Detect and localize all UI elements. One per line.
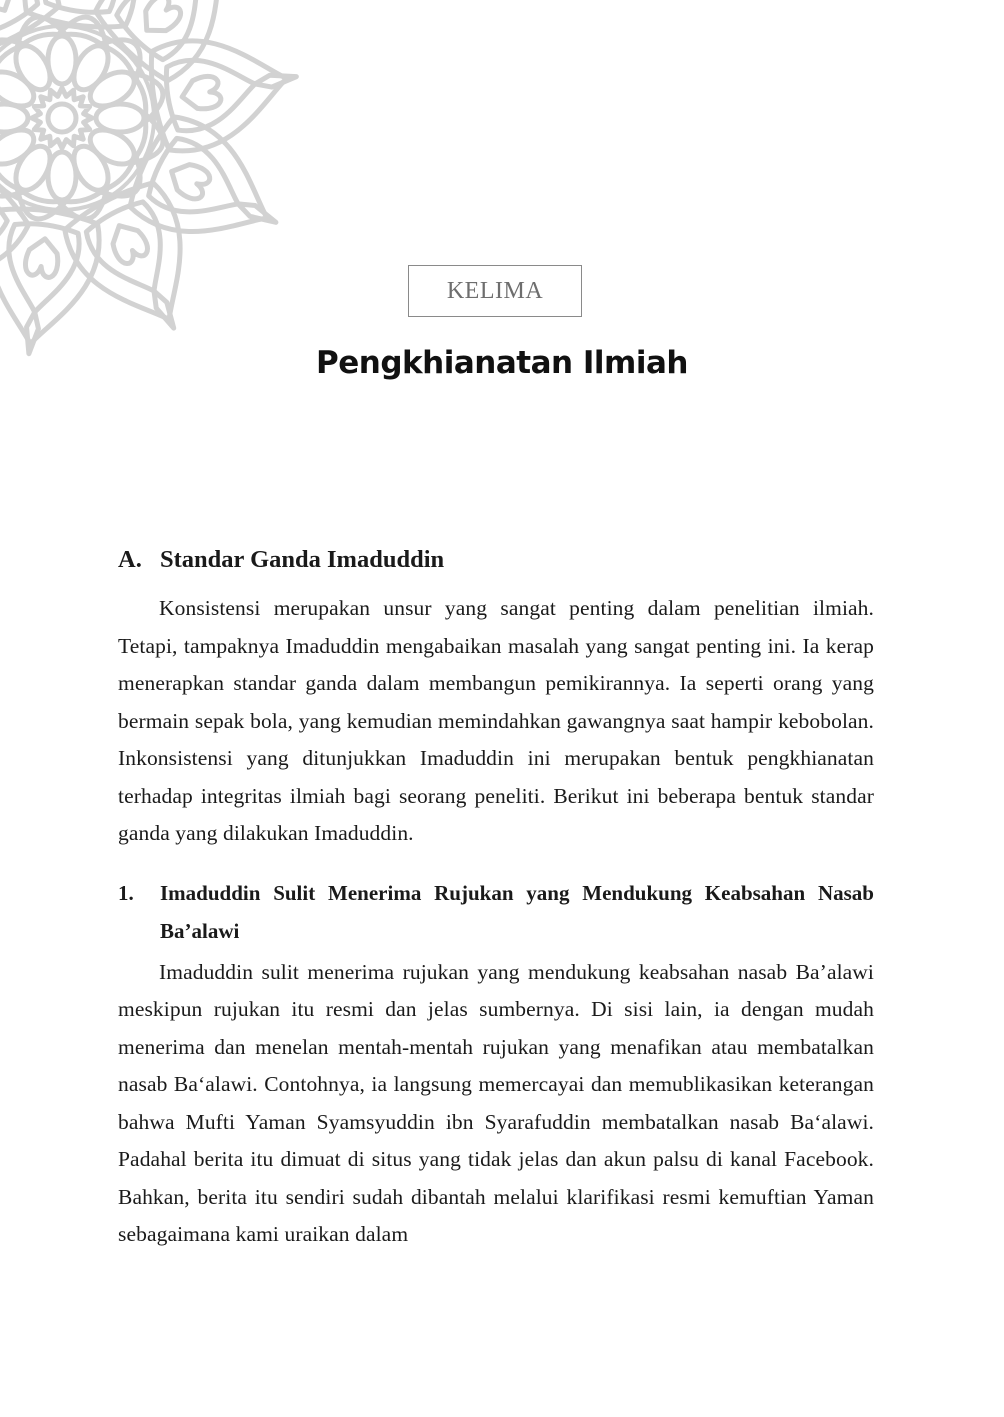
chapter-label-box (408, 265, 582, 317)
subsection-paragraph: Imaduddin sulit menerima rujukan yang mendukung keabsahan nasab Ba’alawi meskipun rujukan itu resmi dan jelas sumbernya. Di sisi lain, ia dengan mudah menerima dan menelan mentah-mentah rujukan yang menafikan atau membatalkan nasab Ba‘alawi. Contohnya, ia langsung memercayai dan memublikasikan keterangan bahwa Mufti Yaman Syamsyuddin ibn Syarafuddin membatalkan nasab Ba‘alawi. Padahal berita itu dimuat di situs yang tidak jelas dan akun palsu di kanal Facebook. Bahkan, berita itu sendiri sudah dibantah melalui klarifikasi resmi kemuftian Yaman sebagaimana kami uraikan dalam (118, 959, 874, 1246)
section-heading (118, 540, 874, 580)
section-paragraph: Konsistensi merupakan unsur yang sangat penting dalam penelitian ilmiah. Tetapi, tampaknya Imaduddin mengabaikan masalah yang sangat penting ini. Ia kerap menerapkan standar ganda dalam membangun pemikirannya. Ia seperti orang yang bermain sepak bola, yang kemudian memindahkan gawangnya saat hampir kebobolan. Inkonsistensi yang ditunjukkan Imaduddin ini merupakan bentuk pengkhianatan terhadap integritas ilmiah bagi seorang peneliti. Berikut ini beberapa bentuk standar ganda yang dilakukan Imaduddin. (118, 596, 874, 845)
subsection-number: 1. (118, 880, 134, 905)
subsection-title: Imaduddin Sulit Menerima Rujukan yang Mendukung Keabsahan Nasab Ba’alawi (160, 880, 874, 943)
mandala-ornament-icon (0, 0, 310, 360)
subsection-heading (118, 874, 874, 950)
chapter-title: Pengkhianatan Ilmiah (316, 345, 688, 381)
section-marker: A. (118, 546, 142, 573)
section-title: Standar Ganda Imaduddin (160, 546, 445, 573)
page-content (118, 540, 874, 1254)
chapter-label: KELIMA (446, 277, 544, 304)
